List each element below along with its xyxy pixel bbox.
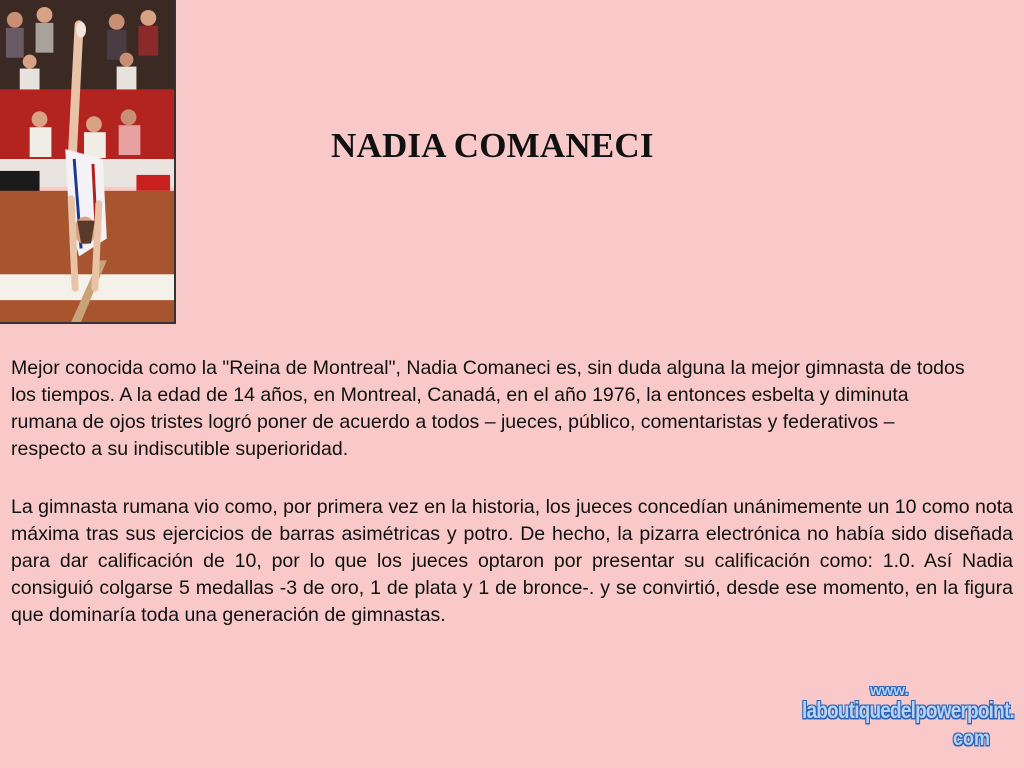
body-paragraph: La gimnasta rumana vio como, por primera vez en la historia, los jueces concedían unánimemente un 10 como nota máxima tras sus ejercicios de barras asimétricas y potro. De hecho, la pizarra electrónica no había sido diseñada para dar calificación de 10, por lo que los jueces optaron por presentar su calificación como: 1.0. Así Nadia consiguió colgarse 5 medallas -3 de oro, 1 de plata y 1 de bronce-. y se convirtió, desde ese momento, en la figura que dominaría toda una generación de gimnastas. [11,496,1013,626]
intro-paragraph: Mejor conocida como la "Reina de Montreal", Nadia Comaneci es, sin duda alguna la mejor gimnasta de todos los tiempos. A la edad de 14 años, en Montreal, Canadá, en el año 1976, la entonces esbelta y diminuta rumana de ojos tristes logró poner de acuerdo a todos – jueces, público, comentaristas y federativos – respecto a su indiscutible superioridad. [11,357,965,460]
watermark-line-1: www. [870,682,909,699]
website-watermark [790,680,1014,755]
watermark-line-3: com [953,726,991,750]
gymnast-photo-illustration [0,0,174,322]
page-title: NADIA COMANECI [331,126,654,165]
watermark-line-2: laboutiquedelpowerpoint. [802,699,1014,725]
gymnast-photo [0,0,176,324]
